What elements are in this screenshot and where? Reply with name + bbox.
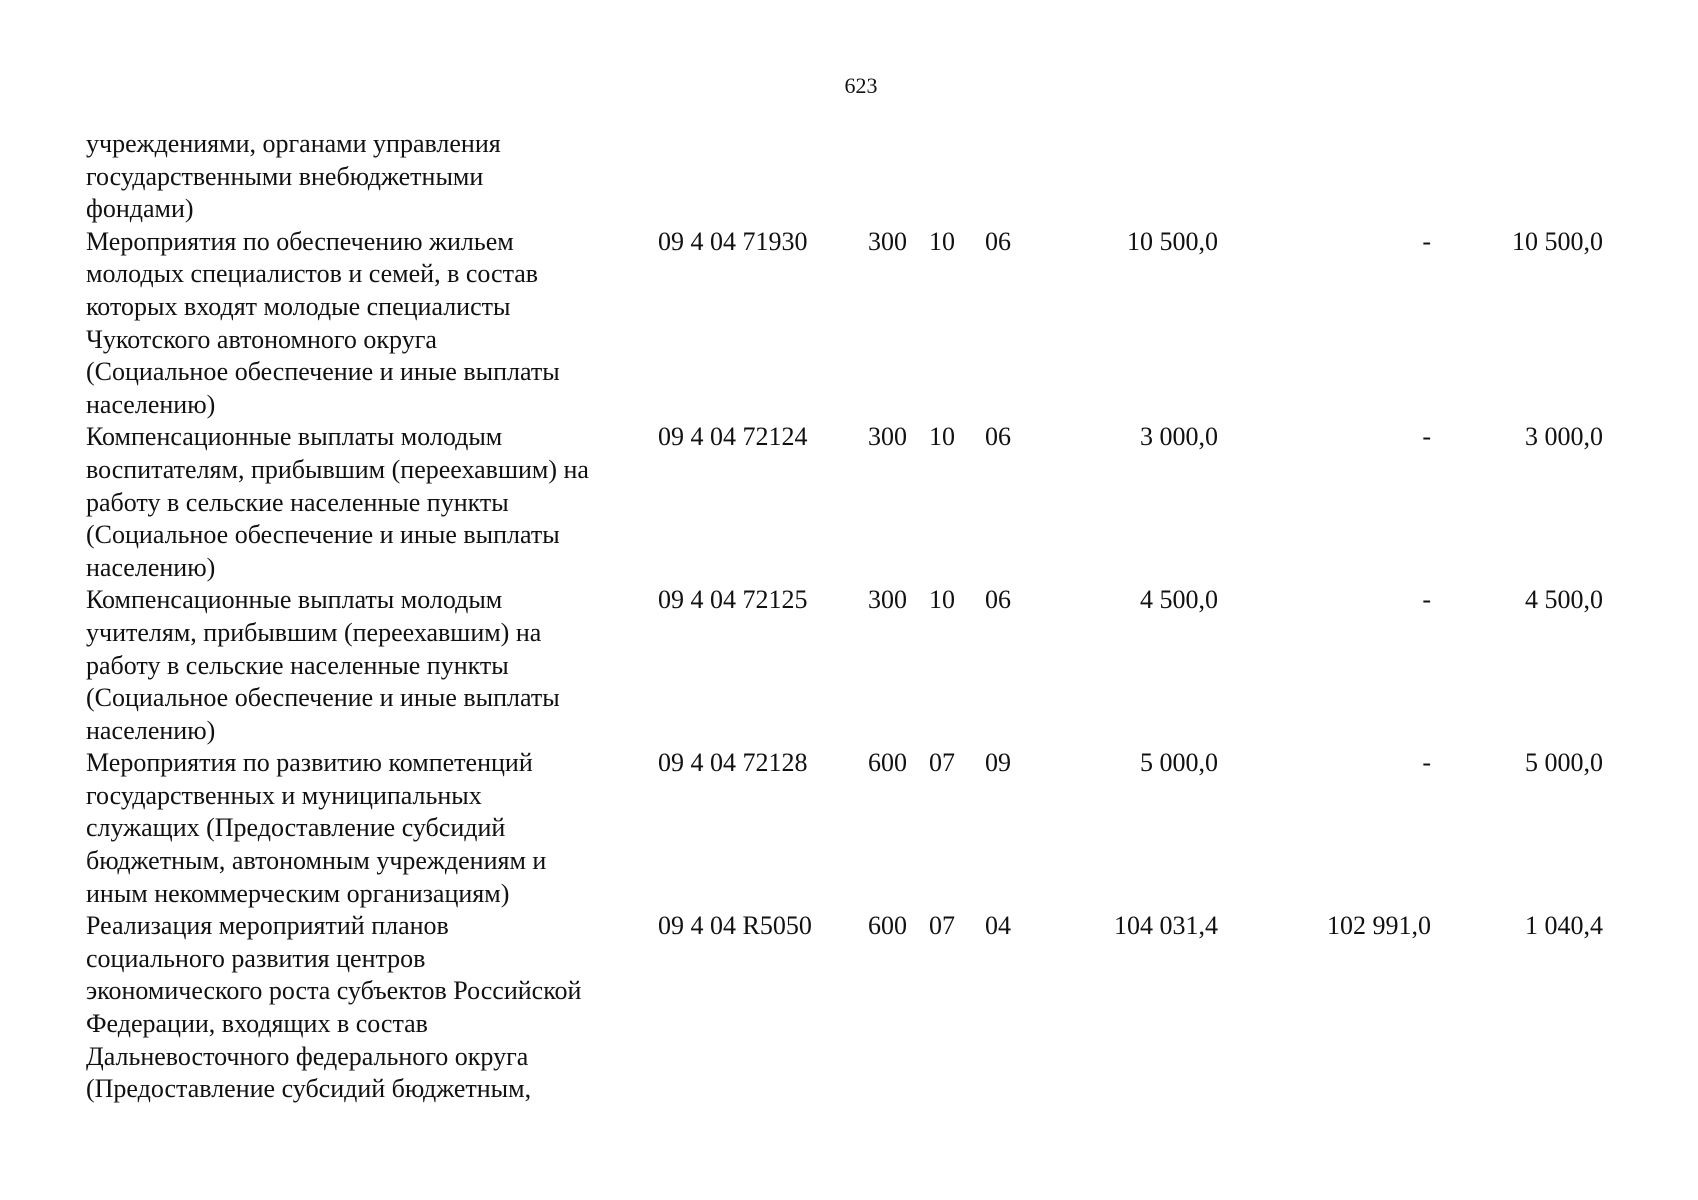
table-row [86,584,1603,747]
row-expense-type: 300 [868,585,907,615]
row-regional: 1 040,4 [1525,911,1603,941]
row-expense-type: 300 [868,226,907,256]
row-description: Компенсационные выплаты молодым учителям, прибывшим (переехавшим) на работу в сельские населенные пункты (Социальное обеспечение и иные выплаты населению) [86,585,560,745]
row-expense-type: 600 [868,911,907,941]
table-row [86,910,1603,1106]
row-description: Мероприятия по развитию компетенций государственных и муниципальных служащих (Предоставление субсидий бюджетным, автономным учреждениям и иным некоммерческим организациям) [86,748,547,908]
row-subsection: 06 [985,585,1011,615]
row-section: 07 [929,911,955,941]
row-section: 07 [929,748,955,778]
row-regional: 10 500,0 [1512,226,1603,256]
continuation-row [86,128,1603,226]
row-description: Компенсационные выплаты молодым воспитателям, прибывшим (переехавшим) на работу в сельские населенные пункты (Социальное обеспечение и иные выплаты населению) [86,422,589,582]
row-subsection: 06 [985,422,1011,452]
row-code: 09 4 04 72128 [658,748,808,778]
row-federal: - [1422,422,1431,452]
row-subsection: 06 [985,226,1011,256]
continuation-description: учреждениями, органами управления государственными внебюджетными фондами) [86,129,501,224]
row-code: 09 4 04 R5050 [658,911,812,941]
row-section: 10 [929,585,955,615]
row-total: 104 031,4 [1114,911,1218,941]
row-regional: 3 000,0 [1525,422,1603,452]
row-code: 09 4 04 72124 [658,422,808,452]
row-total: 3 000,0 [1140,422,1218,452]
row-section: 10 [929,422,955,452]
row-description: Мероприятия по обеспечению жильем молодых специалистов и семей, в состав которых входят молодые специалисты Чукотского автономного округа (Социальное обеспечение и иные выплаты населению) [86,226,560,419]
row-code: 09 4 04 71930 [658,226,808,256]
table-row [86,421,1603,584]
row-total: 5 000,0 [1140,748,1218,778]
row-section: 10 [929,226,955,256]
row-subsection: 09 [985,748,1011,778]
row-federal: - [1422,226,1431,256]
row-federal: - [1422,585,1431,615]
row-regional: 5 000,0 [1525,748,1603,778]
page-number: 623 [844,73,878,98]
row-federal: - [1422,748,1431,778]
row-regional: 4 500,0 [1525,585,1603,615]
row-subsection: 04 [985,911,1011,941]
table-row [86,226,1603,422]
row-description: Реализация мероприятий планов социального развития центров экономического роста субъектов Российской Федерации, входящих в состав Дальневосточного федерального округа (Предоставление субсидий бюджетным, [86,911,582,1104]
row-federal: 102 991,0 [1327,911,1431,941]
row-expense-type: 600 [868,748,907,778]
table-row [86,747,1603,910]
row-total: 10 500,0 [1127,226,1218,256]
budget-table [86,128,1603,1106]
row-expense-type: 300 [868,422,907,452]
row-code: 09 4 04 72125 [658,585,808,615]
row-total: 4 500,0 [1140,585,1218,615]
